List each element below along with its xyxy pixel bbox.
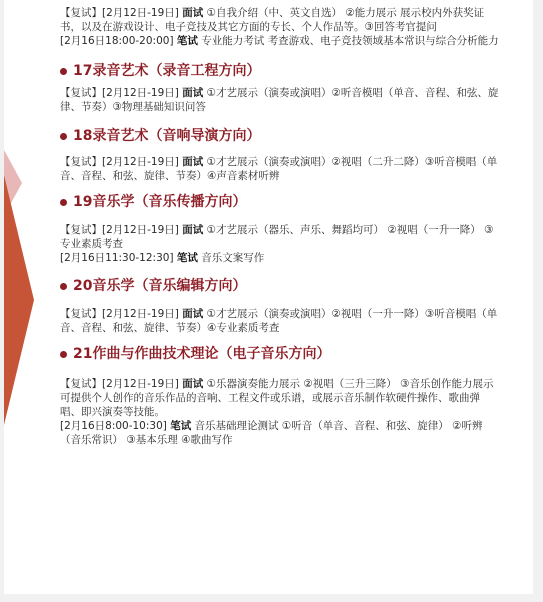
interview-line: 【复试】[2月12日-19日] 面试 ①乐器演奏能力展示 ②视唱（三升三降） ③音乐创作能力展示 可提供个人创作的音乐作品的音响、工程文件或乐谱，或展示音乐制作软硬件操作、歌曲弹唱、即兴演奏等技能。 xyxy=(60,378,494,418)
section-detail-19 xyxy=(60,223,500,265)
section-title-21: 21作曲与作曲技术理论（电子音乐方向） xyxy=(60,347,500,361)
interview-line: 【复试】[2月12日-19日] 面试 ①才艺展示（器乐、声乐、舞蹈均可） ②视唱（一升一降） ③专业素质考查 xyxy=(60,224,494,250)
bullet-icon xyxy=(60,199,67,206)
bullet-icon xyxy=(60,68,67,75)
intro-block xyxy=(60,6,500,48)
document-page xyxy=(4,0,533,594)
bullet-icon xyxy=(60,351,67,358)
bullet-icon xyxy=(60,133,67,140)
section-detail-17 xyxy=(60,86,500,114)
interview-line: 【复试】[2月12日-19日] 面试 ①才艺展示（演奏或演唱）②视唱（二升二降）③听音模唱（单音、音程、和弦、旋律、节奏）④声音素材听辨 xyxy=(60,156,498,182)
interview-line: 【复试】[2月12日-19日] 面试 ①才艺展示（演奏或演唱）②听音模唱（单音、音程、和弦、旋律、节奏）③物理基础知识问答 xyxy=(60,87,499,113)
bullet-icon xyxy=(60,283,67,290)
content-area xyxy=(60,6,500,447)
section-detail-18 xyxy=(60,155,500,183)
intro-written-test: [2月16日18:00-20:00] 笔试 专业能力考试 考查游戏、电子竞技领域基本常识与综合分析能力 xyxy=(60,35,499,47)
section-detail-21 xyxy=(60,377,500,447)
decorative-dark-triangle xyxy=(4,175,34,425)
section-title-18: 18录音艺术（音响导演方向） xyxy=(60,129,500,143)
written-test-line: [2月16日11:30-12:30] 笔试 音乐文案写作 xyxy=(60,252,265,264)
section-title-20: 20音乐学（音乐编辑方向） xyxy=(60,279,500,293)
written-test-line: [2月16日8:00-10:30] 笔试 音乐基础理论测试 ①听音（单音、音程、和弦、旋律） ②听辨（音乐常识） ③基本乐理 ④歌曲写作 xyxy=(60,420,483,446)
section-title-17: 17录音艺术（录音工程方向） xyxy=(60,64,500,78)
interview-line: 【复试】[2月12日-19日] 面试 ①才艺展示（演奏或演唱）②视唱（一升一降）③听音模唱（单音、音程、和弦、旋律、节奏）④专业素质考查 xyxy=(60,308,498,334)
section-title-19: 19音乐学（音乐传播方向） xyxy=(60,195,500,209)
section-detail-20 xyxy=(60,307,500,335)
intro-interview: 【复试】[2月12日-19日] 面试 ①自我介绍（中、英文自选） ②能力展示 展示校内外获奖证书，以及在游戏设计、电子竞技及其它方面的专长、个人作品等。③回答考官提问 xyxy=(60,7,485,33)
